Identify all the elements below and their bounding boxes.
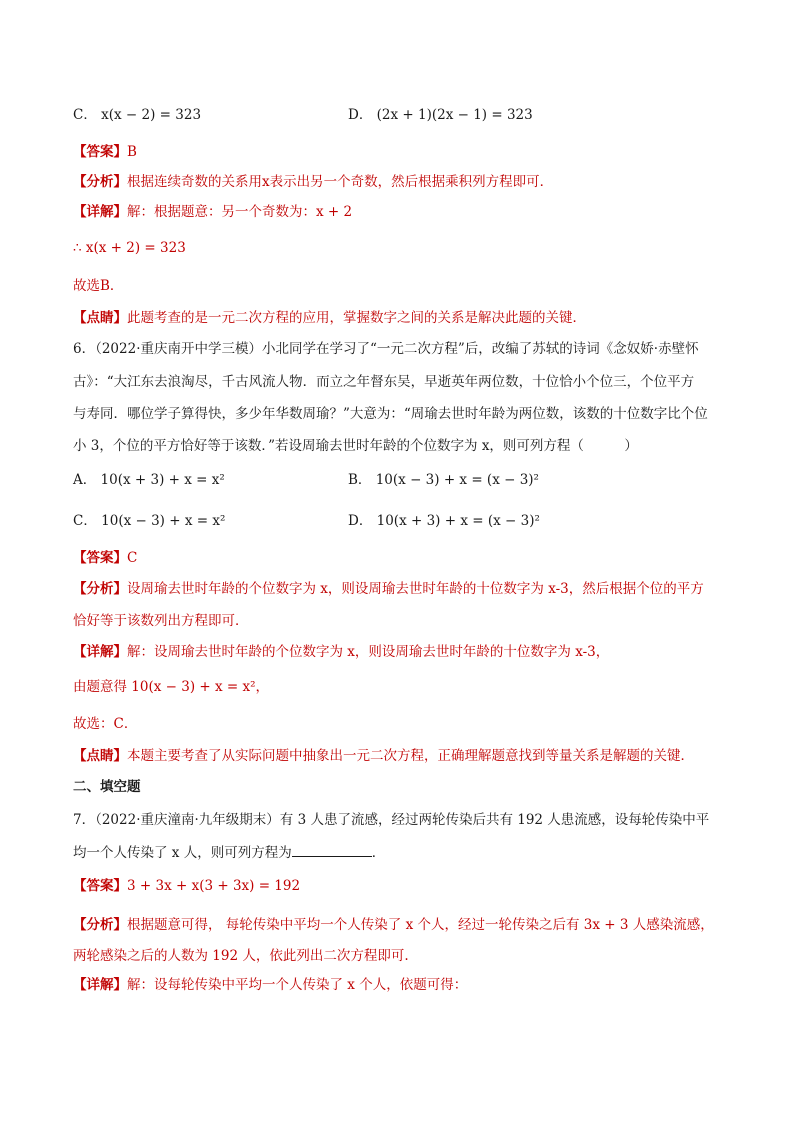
analysis-text: 根据题意可得， 每轮传染中平均一个人传染了 x 个人，经过一轮传染之后有 3x + 3 人感染流感， <box>127 917 714 933</box>
q5-option-c <box>73 105 201 125</box>
q5-choose: 故选B． <box>73 278 124 294</box>
q7-detail <box>73 975 467 995</box>
q6-option-d-expr: 10(x + 3) + x = (x − 3)² <box>376 513 540 529</box>
q5-detail <box>73 202 352 222</box>
answer-blank <box>292 842 372 857</box>
analysis-text: 根据连续奇数的关系用x表示出另一个奇数，然后根据乘积列方程即可． <box>127 174 554 190</box>
answer-value: B <box>127 144 137 160</box>
q6-option-a-expr: 10(x + 3) + x = x² <box>100 472 225 488</box>
analysis-tag: 【分析】 <box>73 917 127 933</box>
q5-option-d <box>348 105 533 125</box>
q6-option-d-label: D． <box>348 513 373 529</box>
detail-text: 解：设周瑜去世时年龄的个位数字为 x，则设周瑜去世时年龄的十位数字为 x-3， <box>127 644 610 660</box>
q6-choose: 故选：C． <box>73 716 138 732</box>
q6-answer <box>73 548 137 568</box>
q7-analysis-line-2: 两轮感染之后的人数为 192 人，依此列出二次方程即可. <box>73 948 409 964</box>
q7-stem-text: 均一个人传染了 x 人，则可列方程为 <box>73 845 292 861</box>
q5-analysis <box>73 172 553 192</box>
q6-stem-line-4: 小 3，个位的平方恰好等于该数．”若设周瑜去世时年龄的个位数字为 x，则可列方程（ ） <box>73 438 638 454</box>
q6-stem-line-1: 6．（2022·重庆南开中学三模）小北同学在学习了“一元二次方程”后，改编了苏轼的诗词《念奴娇·赤壁怀 <box>73 341 699 357</box>
q5-option-d-label: D． <box>348 107 373 123</box>
q6-detail <box>73 642 609 662</box>
q6-option-c-expr: 10(x − 3) + x = x² <box>101 513 226 529</box>
analysis-tag: 【分析】 <box>73 581 127 597</box>
q6-option-b-expr: 10(x − 3) + x = (x − 3)² <box>375 472 539 488</box>
answer-value: 3 + 3x + x(3 + 3x) = 192 <box>127 878 301 894</box>
q6-detail-equation: 由题意得 10(x − 3) + x = x²， <box>73 679 270 695</box>
comment-text: 本题主要考查了从实际问题中抽象出一元二次方程，正确理解题意找到等量关系是解题的关键． <box>127 748 694 764</box>
analysis-text: 设周瑜去世时年龄的个位数字为 x，则设周瑜去世时年龄的十位数字为 x-3，然后根据个位的平方 <box>127 581 704 597</box>
q5-option-c-label: C． <box>73 107 97 123</box>
detail-text: 解：根据题意：另一个奇数为：x + 2 <box>127 204 353 220</box>
comment-tag: 【点睛】 <box>73 748 127 764</box>
q5-option-d-expr: (2x + 1)(2x − 1) = 323 <box>376 107 533 123</box>
q6-comment <box>73 746 694 766</box>
q6-option-a-label: A． <box>73 472 97 488</box>
q6-option-c <box>73 511 225 531</box>
q7-stem-line-1: 7．（2022·重庆潼南·九年级期末）有 3 人患了流感，经过两轮传染后共有 192 人患流感，设每轮传染中平 <box>73 812 710 828</box>
q6-analysis <box>73 579 704 599</box>
q6-option-b-label: B． <box>348 472 372 488</box>
q7-analysis <box>73 915 714 935</box>
answer-tag: 【答案】 <box>73 144 127 160</box>
q7-stem-end: ． <box>371 845 386 861</box>
section-title: 二、填空题 <box>73 779 141 795</box>
q5-comment <box>73 308 586 328</box>
detail-text: 解：设每轮传染中平均一个人传染了 x 个人，依题可得： <box>127 977 468 993</box>
detail-tag: 【详解】 <box>73 977 127 993</box>
q7-stem-line-2 <box>73 842 385 863</box>
comment-tag: 【点睛】 <box>73 310 127 326</box>
detail-tag: 【详解】 <box>73 644 127 660</box>
q5-detail-equation: ∴ x(x + 2) = 323 <box>73 240 186 256</box>
q5-option-c-expr: x(x − 2) = 323 <box>101 107 202 123</box>
q5-answer <box>73 142 137 162</box>
answer-tag: 【答案】 <box>73 550 127 566</box>
answer-tag: 【答案】 <box>73 878 127 894</box>
detail-tag: 【详解】 <box>73 204 127 220</box>
q6-option-c-label: C． <box>73 513 97 529</box>
q6-analysis-line-2: 恰好等于该数列出方程即可． <box>73 613 249 629</box>
q6-stem-line-2: 古》：“大江东去浪淘尽，千古风流人物．而立之年督东吴，早逝英年两位数，十位恰小个位三，个位平方 <box>73 374 695 390</box>
q6-stem-line-3: 与寿同．哪位学子算得快，多少年华数周瑜？”大意为：“周瑜去世时年龄为两位数，该数的十位数字比个位 <box>73 406 708 422</box>
q6-option-d <box>348 511 540 531</box>
comment-text: 此题考查的是一元二次方程的应用，掌握数字之间的关系是解决此题的关键． <box>127 310 586 326</box>
q7-answer <box>73 876 300 896</box>
q6-option-a <box>73 470 225 490</box>
analysis-tag: 【分析】 <box>73 174 127 190</box>
answer-value: C <box>127 550 138 566</box>
q6-option-b <box>348 470 539 490</box>
